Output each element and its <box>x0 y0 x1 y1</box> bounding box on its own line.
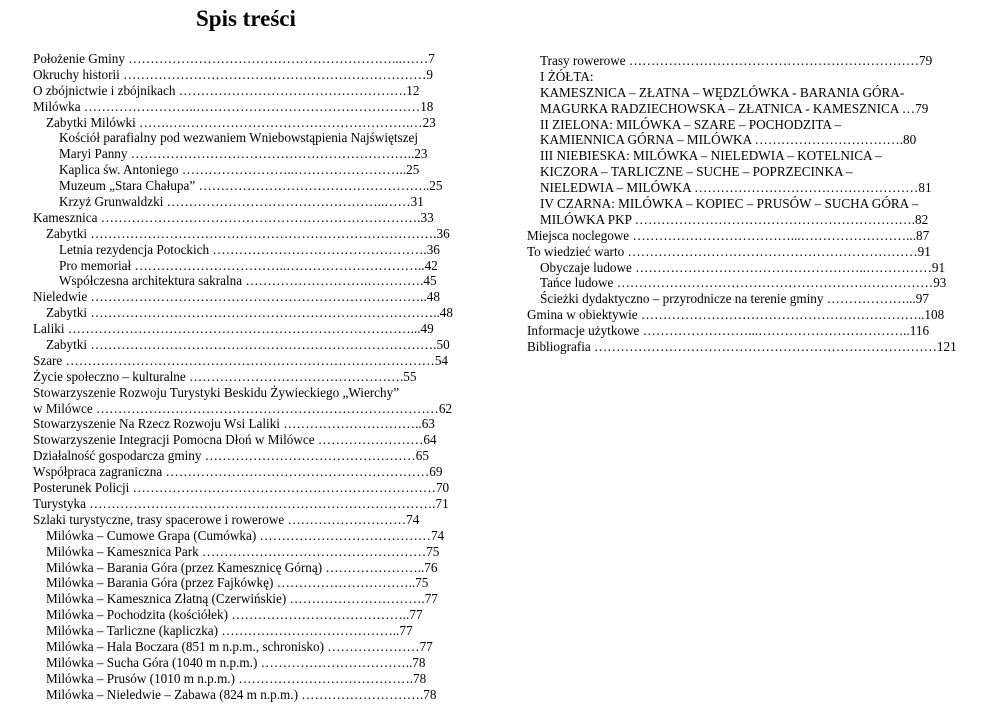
toc-entry: KAMIENNICA GÓRNA – MILÓWKA …………………………….80 <box>540 132 917 148</box>
toc-entry: Kościół parafialny pod wezwaniem Wniebowstąpienia Najświętszej <box>59 130 418 146</box>
toc-entry: NIELEDWIA – MILÓWKA ……………………………………………81 <box>540 180 932 196</box>
toc-entry: Letnia rezydencja Potockich ………………………………………….36 <box>59 241 440 257</box>
toc-entry: IV CZARNA: MILÓWKA – KOPIEC – PRUSÓW – SUCHA GÓRA – <box>540 196 919 212</box>
toc-entry: Muzeum „Stara Chałupa” ……………………………………………..25 <box>59 178 443 194</box>
toc-entry: Milówka – Barania Góra (przez Fajkówkę) …………………………..75 <box>46 575 429 591</box>
toc-entry: Trasy rowerowe …………………………………………………………79 <box>540 53 933 68</box>
toc-entry: Obyczaje ludowe ……………………………………………..……………91 <box>540 259 946 275</box>
toc-right-column <box>527 53 964 355</box>
toc-entry: Okruchy historii ……………………………………………………………9 <box>33 66 434 82</box>
toc-entry: Współczesna architektura sakralna ……………………….………….45 <box>59 273 437 289</box>
toc-entry: Ścieżki dydaktyczno – przyrodnicze na terenie gminy ………………...97 <box>540 291 929 307</box>
toc-entry: Milówka – Tarliczne (kapliczka) …………………………………..77 <box>46 623 413 639</box>
toc-entry: Działalność gospodarcza gminy …………………………………………65 <box>33 448 429 464</box>
toc-entry: Zabytki Milówki …….……………………………………………….…23 <box>46 114 436 130</box>
toc-entry: Turystyka …………………………………………………………………….71 <box>33 495 449 511</box>
toc-entry: Bibliografia ……………………………………………………………………121 <box>527 339 957 355</box>
toc-left-column <box>33 51 457 703</box>
toc-entry: Pro memoriał ……………………………..…………………………..42 <box>59 257 438 273</box>
toc-entry: Miejsca noclegowe ………………………………...……………………...87 <box>527 227 930 243</box>
toc-entry: Zabytki …………………………………………………………………….36 <box>46 225 450 241</box>
toc-entry: Maryi Panny ………………………………………………………..23 <box>59 146 428 162</box>
toc-entry: Milówka – Nieledwie – Zabawa (824 m n.p.m.) ……………………….78 <box>46 686 437 702</box>
toc-entry: III NIEBIESKA: MILÓWKA – NIELEDWIA – KOTELNICA – <box>540 148 882 164</box>
toc-entry: Laliki ……………………………………………………………………...49 <box>33 321 434 337</box>
toc-entry: Milówka – Pochodzita (kościółek) …………………………………..77 <box>46 607 423 623</box>
toc-entry: To wiedzieć warto …………………………………………………………91 <box>527 243 931 259</box>
toc-entry: Krzyż Grunwaldzki …………………………………………..……31 <box>59 194 424 210</box>
toc-entry: KAMESZNICA – ZŁATNA – WĘDZLÓWKA - BARANIA GÓRA- <box>540 84 905 100</box>
toc-entry: Gmina w obiektywie ………………………………………………………..108 <box>527 307 945 323</box>
toc-entry: Posterunek Policji ……………………………………………………………70 <box>33 480 450 496</box>
toc-entry: Milówka – Kamesznica Park ……………………………………………75 <box>46 543 440 559</box>
toc-entry: Stowarzyszenie Na Rzecz Rozwoju Wsi Laliki …………………………..63 <box>33 416 435 432</box>
toc-entry: Życie społeczno – kulturalne ………………………………………….55 <box>33 368 417 384</box>
toc-entry: II ZIELONA: MILÓWKA – SZARE – POCHODZITA – <box>540 116 842 132</box>
toc-entry: Milówka – Cumowe Grapa (Cumówka) …………………………………74 <box>46 527 445 543</box>
toc-entry: Kaplica św. Antoniego ……………………..……………………..25 <box>59 162 420 178</box>
toc-entry: Nieledwie …………………………………………………………………..48 <box>33 289 440 305</box>
toc-entry: Milówka – Kamesznica Złatną (Czerwińskie) ………………………….77 <box>46 591 438 607</box>
toc-entry: Zabytki ……………………………………………………………………..48 <box>46 305 453 321</box>
toc-entry: Współpraca zagraniczna ……………………………………………………69 <box>33 464 443 480</box>
toc-entry: Milówka – Prusów (1010 m n.p.m.) ………………………………….78 <box>46 670 427 686</box>
toc-entry: MILÓWKA PKP ……………………………………………………….82 <box>540 211 929 227</box>
toc-entry: Stowarzyszenie Rozwoju Turystyki Beskidu Żywieckiego „Wierchy” <box>33 384 400 400</box>
toc-entry: Tańce ludowe ………………………………………………………………93 <box>540 275 947 291</box>
page-title: Spis treści <box>196 6 296 31</box>
toc-entry: KICZORA – TARLICZNE – SUCHE – POPRZECINKA – <box>540 164 853 180</box>
toc-entry: Milówka – Hala Boczara (851 m n.p.m., schronisko) …………………77 <box>46 638 433 654</box>
toc-entry: Informacje użytkowe ……………………...……………………………..116 <box>527 323 930 339</box>
toc-entry: Szare …………………………………………………………………………54 <box>33 352 449 368</box>
toc-entry: O zbójnictwie i zbójnikach …………………………………………….12 <box>33 82 420 98</box>
toc-entry: Położenie Gminy ……………………………………………………...……7 <box>33 51 435 66</box>
toc-entry: I ŻÓŁTA: <box>540 68 594 84</box>
toc-entry: Szlaki turystyczne, trasy spacerowe i rowerowe ………………………74 <box>33 511 420 527</box>
toc-entry: Milówka – Barania Góra (przez Kamesznicę Górną) …………………..76 <box>46 559 438 575</box>
toc-entry: Zabytki …………………………………………………………………….50 <box>46 337 450 353</box>
toc-entry: MAGURKA RADZIECHOWSKA – ZŁATNICA - KAMESZNICA …79 <box>540 100 929 116</box>
toc-entry: Milówka – Sucha Góra (1040 m n.p.m.) ……………………………..78 <box>46 654 426 670</box>
toc-entry: Kamesznica ……………………………………………………………….33 <box>33 209 434 225</box>
toc-entry: w Milówce ……………………………………………………………………62 <box>33 400 453 416</box>
toc-entry: Milówka ……………………..……………………………………………18 <box>33 98 434 114</box>
toc-entry: Stowarzyszenie Integracji Pomocna Dłoń w Milówce ……………………64 <box>33 432 437 448</box>
